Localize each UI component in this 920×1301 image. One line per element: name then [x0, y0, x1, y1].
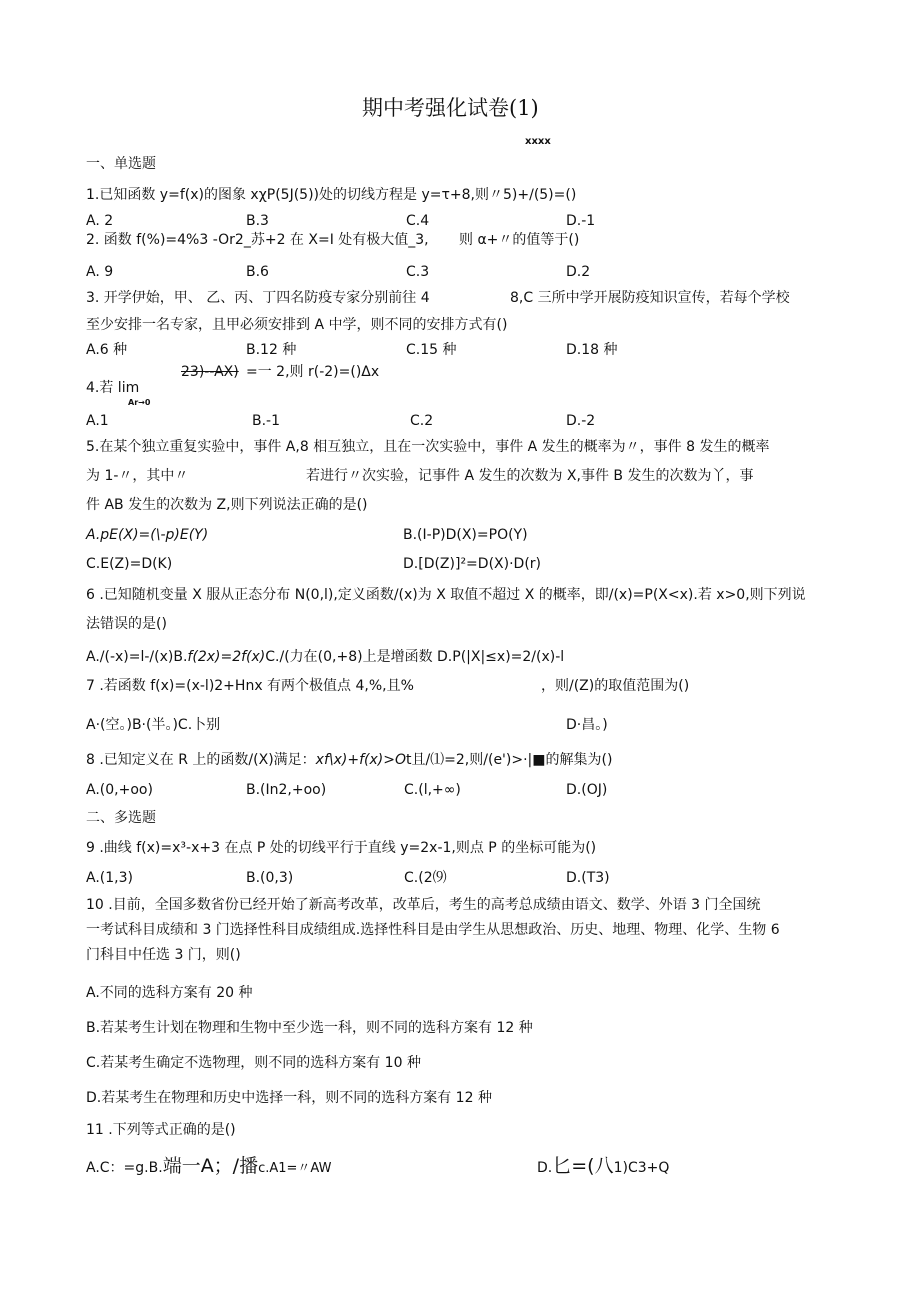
question-6-option-cd: C./(力在(0,+8)上是增函数 D.P(|X|≤x)=2/(x)-l: [265, 649, 565, 665]
question-7-option-d: D·昌。): [566, 717, 608, 733]
question-11-option-b: 端一A；/播: [162, 1155, 259, 1177]
question-1-stem: 1.已知函数 y=f(x)的图象 xχP(5J(5))处的切线方程是 y=τ+8,则〃5)+/(5)=(): [86, 187, 577, 203]
question-5-stem-line3: 件 AB 发生的次数为 Z,则下列说法正确的是(): [86, 497, 368, 513]
page-title: 期中考强化试卷(1): [362, 96, 539, 120]
question-8-stem: [86, 751, 612, 769]
question-10-option-d: D.若某考生在物理和历史中选择一科，则不同的选科方案有 12 种: [86, 1090, 492, 1106]
question-10-option-c: C.若某考生确定不选物理，则不同的选科方案有 10 种: [86, 1055, 421, 1071]
section-heading-single-choice: 一、单选题: [86, 156, 156, 172]
question-7-stem: 7 .若函数 f(x)=(x-l)2+Hnx 有两个极值点 4,%,且%: [86, 678, 414, 694]
question-1-option-c: C.4: [406, 213, 430, 229]
question-4-option-b: B.-1: [252, 413, 281, 429]
question-7-stem-end: ，则/(Z)的取值范围为(): [541, 678, 690, 694]
question-11-option-a: A.C：=g.B.: [86, 1160, 163, 1176]
section-heading-multiple-choice: 二、多选题: [86, 810, 156, 826]
question-3-option-d: D.18 种: [566, 342, 618, 358]
question-2-option-b: B.6: [246, 264, 269, 280]
question-6-stem: 6 .已知随机变量 X 服从正态分布 N(0,l),定义函数/(x)为 X 取值不超过 X 的概率，即/(x)=P(X<x).若 x>0,则下列说: [86, 587, 806, 603]
author-label: xxxx: [525, 136, 551, 147]
question-5-option-c: C.E(Z)=D(K): [86, 556, 173, 572]
question-8-option-d: D.(OJ): [566, 782, 608, 798]
question-11-options-abc: [86, 1155, 331, 1178]
question-5-option-a: A.pE(X)=(\-p)E(Y): [86, 527, 209, 543]
question-11-option-c: c.A1=〃AW: [258, 1161, 332, 1176]
question-8-stem-end: t且/⑴=2,则/(e')>·|■的解集为(): [405, 752, 613, 768]
question-6-option-b: f(2x)=2f(x): [187, 649, 266, 665]
question-4-lim: 4.若 lim: [86, 380, 140, 396]
question-1-option-d: D.-1: [566, 213, 596, 229]
question-5-stem-line2-cont: 若进行〃次实验，记事件 A 发生的次数为 X,事件 B 发生的次数为丫，事: [306, 468, 754, 484]
question-2-option-c: C.3: [406, 264, 430, 280]
question-5-option-b: B.(I-P)D(X)=PO(Y): [403, 527, 528, 543]
question-8-inequality: xf\x)+f(x)>O: [315, 752, 406, 768]
question-7-options-abc: A·(空。)B·(半。)C.卜别: [86, 717, 221, 733]
question-2-option-d: D.2: [566, 264, 591, 280]
question-9-stem: 9 .曲线 f(x)=x³-x+3 在点 P 处的切线平行于直线 y=2x-1,则点 P 的坐标可能为(): [86, 840, 597, 856]
question-9-option-d: D.(T3): [566, 870, 610, 886]
question-2-stem-end: 则 α+〃的值等于(): [459, 232, 580, 248]
question-10-stem-line3: 门科目中任选 3 门，则(): [86, 947, 241, 963]
question-8-option-b: B.(In2,+oo): [246, 782, 327, 798]
question-6-options: [86, 648, 564, 666]
question-2-option-a: A. 9: [86, 264, 114, 280]
question-11-option-d-formula: 匕=(八: [552, 1155, 614, 1177]
question-6-option-a: A./(-x)=l-/(x)B.: [86, 649, 188, 665]
question-4-stem-tail: =一 2,则 r(-2)=()Δx: [246, 364, 380, 380]
question-2-stem: 2. 函数 f(%)=4%3 -Or2_苏+2 在 X=I 处有极大值_3,: [86, 232, 429, 248]
question-11-option-d: [537, 1155, 669, 1177]
question-9-option-c: C.(2⑼: [404, 870, 447, 886]
question-11-option-d-label: D.: [537, 1160, 553, 1176]
question-4-limit-subscript: Ar→0: [128, 398, 151, 407]
question-4-option-d: D.-2: [566, 413, 596, 429]
question-10-stem-line2: 一考试科目成绩和 3 门选择性科目成绩组成.选择性科目是由学生从思想政治、历史、地理、物理、化学、生物 6: [86, 922, 780, 938]
question-8-option-a: A.(0,+oo): [86, 782, 153, 798]
question-8-option-c: C.(l,+∞): [404, 782, 461, 798]
question-11-stem: 11 .下列等式正确的是(): [86, 1122, 236, 1138]
question-1-option-a: A. 2: [86, 213, 114, 229]
question-9-option-a: A.(1,3): [86, 870, 133, 886]
question-3-option-c: C.15 种: [406, 342, 457, 358]
question-3-option-b: B.12 种: [246, 342, 297, 358]
question-3-option-a: A.6 种: [86, 342, 128, 358]
question-5-option-d: D.[D(Z)]²=D(X)·D(r): [403, 556, 541, 572]
question-3-stem-line2: 至少安排一名专家，且甲必须安排到 A 中学，则不同的安排方式有(): [86, 317, 508, 333]
question-10-option-b: B.若某考生计划在物理和生物中至少选一科，则不同的选科方案有 12 种: [86, 1020, 533, 1036]
question-11-option-d-tail: 1)C3+Q: [613, 1160, 670, 1176]
question-5-stem-line2: 为 1-〃，其中〃: [86, 468, 189, 484]
question-4-option-a: A.1: [86, 413, 109, 429]
question-4-fraction: 23)--AX): [181, 364, 239, 380]
question-6-stem-line2: 法错误的是(): [86, 616, 167, 632]
question-3-stem-cont: 8,C 三所中学开展防疫知识宣传，若每个学校: [510, 290, 790, 306]
question-9-option-b: B.(0,3): [246, 870, 294, 886]
question-10-option-a: A.不同的选科方案有 20 种: [86, 985, 253, 1001]
question-5-stem: 5.在某个独立重复实验中，事件 A,8 相互独立，且在一次实验中，事件 A 发生的概率为〃，事件 8 发生的概率: [86, 439, 770, 455]
question-4-option-c: C.2: [410, 413, 434, 429]
question-8-stem-start: 8 .已知定义在 R 上的函数/(X)满足：: [86, 752, 316, 768]
question-3-stem: 3. 开学伊始，甲、 乙、丙、丁四名防疫专家分别前往 4: [86, 290, 430, 306]
question-10-stem: 10 .目前，全国多数省份已经开始了新高考改革，改革后，考生的高考总成绩由语文、数学、外语 3 门全国统: [86, 897, 761, 913]
question-1-option-b: B.3: [246, 213, 269, 229]
